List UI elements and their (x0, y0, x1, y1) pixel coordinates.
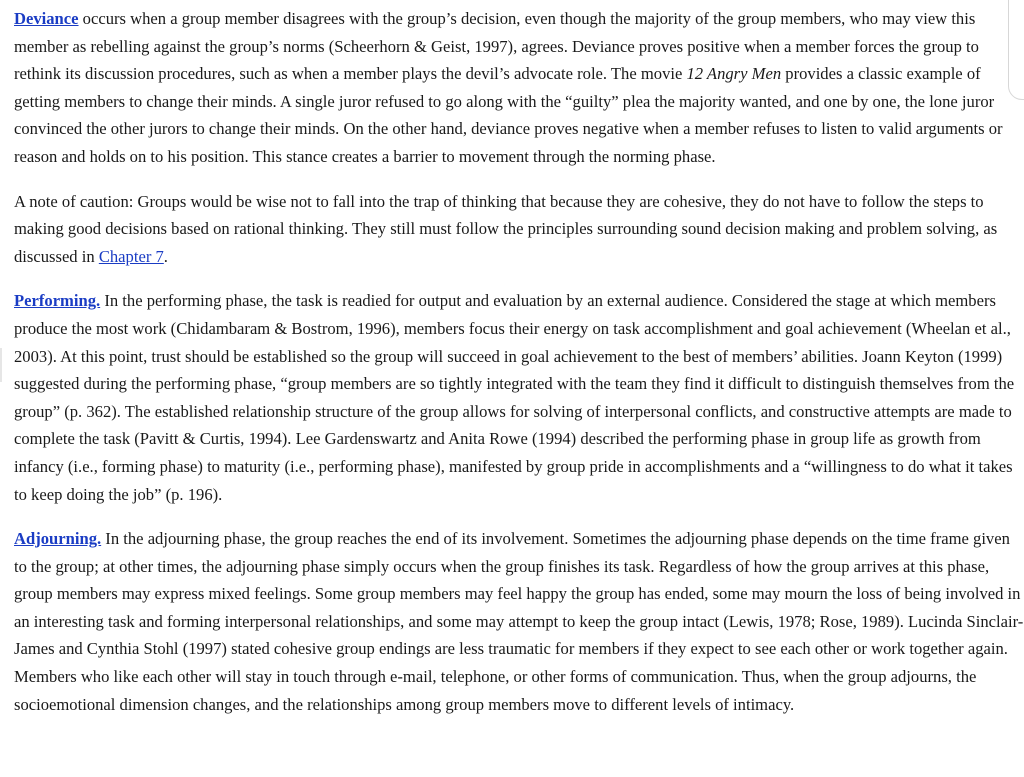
deviance-text-part-1: occurs when a group member disagrees with the group’s decision, even though the majority of the group members, who may view this member as rebelling against the group’s norms (Scheerhorn & Geist, 1997), agrees. Deviance proves positive when a member forces the group to rethink its discussion procedures, such as when a member plays the devil’s advocate role. The movie (14, 9, 979, 84)
paragraph-caution (14, 188, 1024, 271)
caution-text-part-1: A note of caution: Groups would be wise not to fall into the trap of thinking that because they are cohesive, they do not have to follow the steps to making good decisions based on rational thinking. They still must follow the principles surrounding sound decision making and problem solving, as discussed in (14, 191, 998, 266)
term-link-deviance[interactable]: Deviance (14, 9, 79, 28)
paragraph-deviance (14, 5, 1024, 171)
term-link-adjourning[interactable]: Adjourning. (14, 529, 102, 549)
chapter-7-link[interactable]: Chapter 7 (98, 246, 164, 266)
paragraph-performing (14, 287, 1024, 508)
document-body (14, 5, 1024, 735)
performing-text: In the performing phase, the task is readied for output and evaluation by an external audience. Considered the stage at which members produce the most work (Chidambaram & Bostrom, 1996), members focus their energy on task accomplishment and goal achievement (Wheelan et al., 2003). At this point, trust should be established so the group will succeed in goal achievement to the best of members’ abilities. Joann Keyton (1999) suggested during the performing phase, “group members are so tightly integrated with the team they find it difficult to distinguish themselves from the group” (p. 362). The established relationship structure of the group allows for solving of interpersonal conflicts, and constructive attempts are made to complete the task (Pavitt & Curtis, 1994). Lee Gardenswartz and Anita Rowe (1994) described the performing phase in group life as growth from infancy (i.e., forming phase) to maturity (i.e., performing phase), manifested by group pride in accomplishments and a “willingness to do what it takes to keep doing the job” (p. 196). (14, 291, 1015, 504)
left-edge-marker (0, 348, 2, 382)
adjourning-text: In the adjourning phase, the group reaches the end of its involvement. Sometimes the adjourning phase depends on the time frame given to the group; at other times, the adjourning phase simply occurs when the group finishes its task. Regardless of how the group arrives at this phase, group members may express mixed feelings. Some group members may feel happy the group has ended, some may mourn the loss of being involved in an interesting task and forming interpersonal relationships, and some may attempt to keep the group intact (Lewis, 1978; Rose, 1989). Lucinda Sinclair-James and Cynthia Stohl (1997) stated cohesive group endings are less traumatic for members if they expect to see each other or work together again. Members who like each other will stay in touch through e-mail, telephone, or other forms of communication. Thus, when the group adjourns, the socioemotional dimension changes, and the relationships among group members move to different levels of intimacy. (14, 529, 1024, 714)
caution-text-part-2: . (163, 246, 168, 266)
term-link-performing[interactable]: Performing. (14, 291, 101, 311)
movie-title: 12 Angry Men (686, 64, 782, 84)
deviance-text-part-2: provides a classic example of getting members to change their minds. A single juror refused to go along with the “guilty” plea the majority wanted, and one by one, the lone juror convinced the other jurors to change their minds. On the other hand, deviance proves negative when a member refuses to listen to valid arguments or reason and holds on to his position. This stance creates a barrier to movement through the norming phase. (14, 64, 1003, 166)
paragraph-adjourning (14, 525, 1024, 718)
